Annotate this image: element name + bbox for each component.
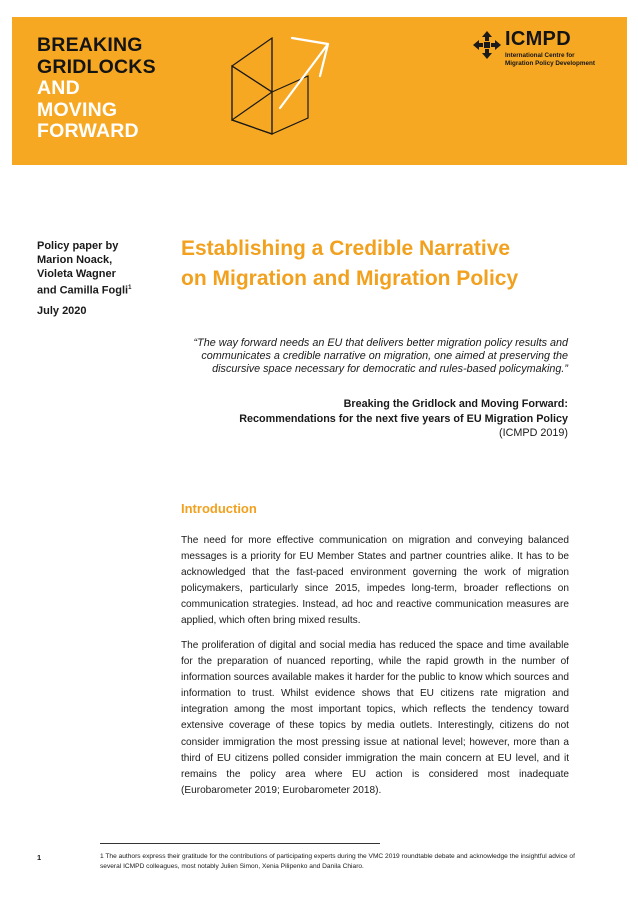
body-paragraph: The proliferation of digital and social media has reduced the space and time available for the preparation of nuanced reporting, while the rapid growth in the number of information sources available makes it harder for the public to know which sources and information to trust. Whilst evidence shows that EU citizens rate migration and integration among the most important topics, which reflects the tendency toward extensive coverage of these topics by media outlets. Interestingly, citizens do not consider immigration the most pressing issue at national level; however, more than a third of EU citizens polled consider immigration the main concern at EU level, and it remains the policy area where EU action is considered most inadequate (Eurobarometer 2019; Eurobarometer 2018). bbox=[181, 640, 569, 796]
quote-source bbox=[190, 397, 568, 441]
document-title bbox=[181, 234, 601, 294]
logo-subtitle bbox=[505, 52, 620, 67]
publication-date: July 2020 bbox=[37, 305, 87, 317]
series-title bbox=[37, 35, 156, 143]
icmpd-arrows-logo-icon bbox=[472, 30, 502, 60]
series-title-line: FORWARD bbox=[37, 120, 139, 142]
logo-subtitle-line: Migration Policy Development bbox=[505, 59, 595, 67]
section-heading-introduction: Introduction bbox=[181, 501, 257, 516]
document-title-line: Establishing a Credible Narrative bbox=[181, 237, 511, 260]
authors-line: Violeta Wagner bbox=[37, 268, 116, 280]
document-title-line: on Migration and Migration Policy bbox=[181, 267, 519, 290]
authors-line bbox=[37, 281, 167, 298]
body-paragraph: The need for more effective communication on migration and conveying balanced messages is a priority for EU Member States and partner countries alike. It has to be acknowledged that the fast-paced environment governing the work of migration policymakers, particularly since 2015, impedes long-term, broader reflections on communication strategies. Instead, ad hoc and reactive communication measures are applied, which often bring mixed results. bbox=[181, 535, 569, 627]
logo-subtitle-line: International Centre for bbox=[505, 52, 575, 59]
quote-source-title: Breaking the Gridlock and Moving Forward: bbox=[343, 398, 568, 410]
epigraph-quote: “The way forward needs an EU that delivers better migration policy results and communicates a credible narrative on migration, one aimed at preserving the discursive space necessary for democratic and rules-based policymaking.” bbox=[193, 337, 568, 376]
series-title-line: MOVING bbox=[37, 98, 118, 121]
cube-with-arrow-icon bbox=[220, 30, 340, 140]
authors-line: Marion Noack, bbox=[37, 254, 113, 266]
page-number: 1 bbox=[37, 853, 42, 862]
quote-source-subtitle: Recommendations for the next five years of EU Migration Policy bbox=[239, 412, 568, 425]
footnote-mark: 1 bbox=[128, 285, 132, 291]
series-title-line: BREAKING bbox=[37, 34, 143, 56]
footnote-text: 1 The authors express their gratitude for the contributions of participating experts during the VMC 2019 roundtable debate and acknowledge the insightful advice of several ICMPD colleagues, most notably Julien Simon, Xenia Pilipenko and Danila Chiaro. bbox=[100, 853, 575, 870]
logo-name: ICMPD bbox=[505, 28, 571, 50]
footnote-divider bbox=[100, 843, 380, 844]
quote-source-citation: (ICMPD 2019) bbox=[499, 427, 568, 439]
authors-line: Policy paper by bbox=[37, 240, 119, 252]
series-title-line: GRIDLOCKS bbox=[37, 55, 156, 78]
series-title-line: AND bbox=[37, 77, 80, 99]
authors-last-name: and Camilla Fogli bbox=[37, 284, 129, 297]
authors-block bbox=[37, 239, 167, 298]
